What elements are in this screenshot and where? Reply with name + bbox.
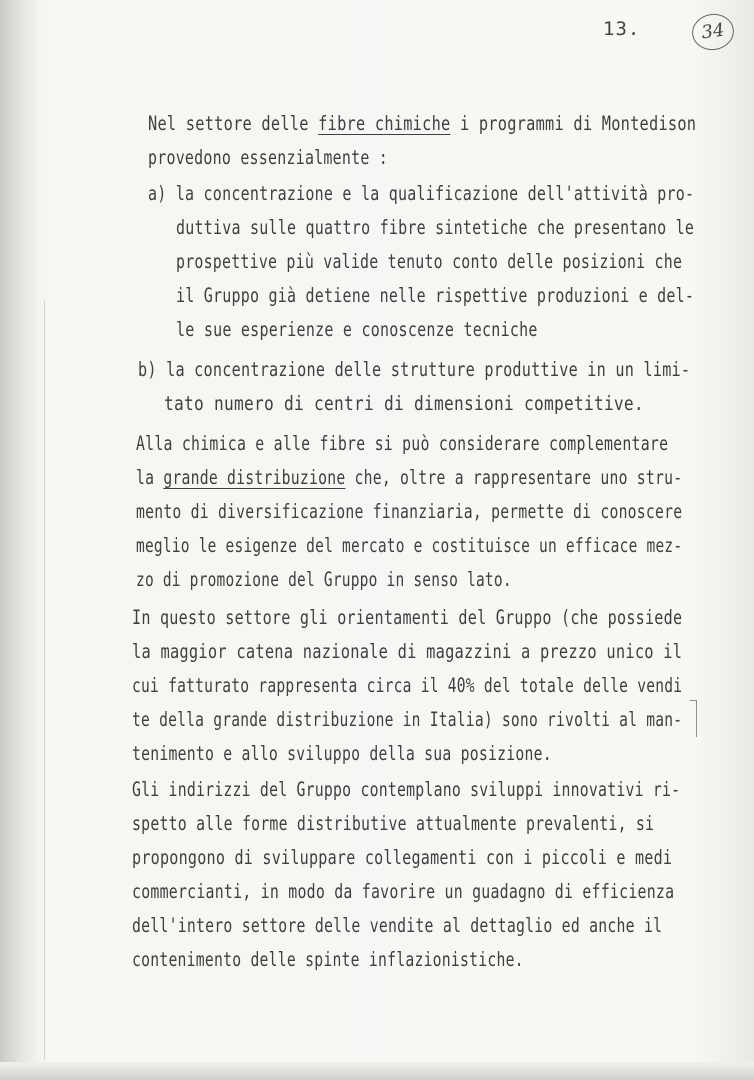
page-stamp: 34 <box>690 11 737 52</box>
text-line: mento di diversificazione finanziaria, permette di conoscere <box>136 500 683 523</box>
text-line: te della grande distribuzione in Italia) sono rivolti al man- <box>132 708 683 731</box>
scan-edge-line <box>44 300 45 1060</box>
text-line: prospettive più valide tenuto conto delle posizioni che <box>176 250 683 273</box>
text-line: dell'intero settore delle vendite al dettaglio ed anche il <box>132 914 663 937</box>
text-line: provedono essenzialmente : <box>148 146 389 169</box>
text-line: b) la concentrazione delle strutture produttive in un limi- <box>138 358 691 381</box>
text-line: spetto alle forme distributive attualmente prevalenti, si <box>132 812 655 835</box>
text-line: la grande distribuzione che, oltre a rappresentare uno stru- <box>136 466 683 489</box>
page-number: 13. <box>603 18 641 40</box>
underlined-term: fibre chimiche <box>318 112 451 135</box>
underlined-term: grande distribuzione <box>163 466 346 489</box>
scan-shadow-left <box>0 0 36 1080</box>
text-line: contenimento delle spinte inflazionistiche. <box>132 948 524 971</box>
text-line: tato numero di centri di dimensioni competitive. <box>164 392 644 415</box>
text-line: le sue esperienze e conoscenze tecniche <box>176 318 538 341</box>
text-line: meglio le esigenze del mercato e costituisce un efficace mez- <box>136 534 683 557</box>
text-line: il Gruppo già detiene nelle rispettive produzioni e del- <box>176 284 695 307</box>
text-line: a) la concentrazione e la qualificazione dell'attività pro- <box>148 182 695 205</box>
scan-shadow-bottom <box>0 1062 754 1080</box>
text-line: In questo settore gli orientamenti del Gruppo (che possiede <box>132 606 683 629</box>
text-line: commercianti, in modo da favorire un guadagno di efficienza <box>132 880 675 903</box>
text-line: Gli indirizzi del Gruppo contemplano sviluppi innovativi ri- <box>132 778 681 801</box>
text-line: la maggior catena nazionale di magazzini a prezzo unico il <box>132 640 683 663</box>
text-line: propongono di sviluppare collegamenti con i piccoli e medi <box>132 846 673 869</box>
text-line: Alla chimica e alle fibre si può considerare complementare <box>136 432 669 455</box>
text-line: zo di promozione del Gruppo in senso lato. <box>136 568 512 591</box>
text-line: tenimento e allo sviluppo della sua posizione. <box>132 742 552 765</box>
text-line: cui fatturato rappresenta circa il 40% del totale delle vendi <box>132 674 683 697</box>
text-line: duttiva sulle quattro fibre sintetiche che presentano le <box>176 216 695 239</box>
margin-bracket <box>690 700 697 737</box>
text-line: Nel settore delle fibre chimiche i programmi di Montedison <box>148 112 697 135</box>
